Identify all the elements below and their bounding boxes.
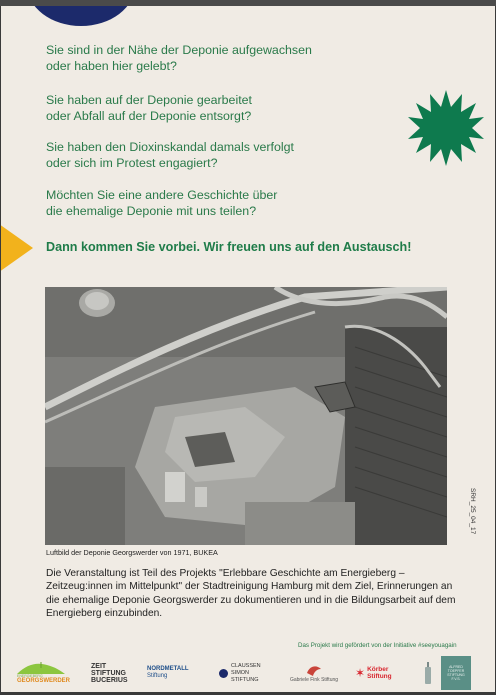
- bottle-logo: [421, 656, 435, 690]
- toepfer-line-2: TOEPFER: [447, 669, 465, 673]
- koerber-logo: [355, 656, 411, 690]
- poster: [1, 6, 495, 692]
- nordmetall-line-2: Stiftung: [147, 673, 168, 679]
- question-2: [46, 92, 252, 124]
- koerber-line-2: Stiftung: [367, 673, 392, 680]
- claussen-line-1: CLAUSSEN: [231, 662, 261, 669]
- energieberg-logo-text: GEORGSWERDER: [17, 678, 71, 684]
- zeit-stiftung-logo: [91, 656, 137, 690]
- toepfer-line-1: ALFRED: [449, 665, 463, 669]
- claussen-line-2: SIMON: [231, 669, 250, 676]
- aerial-photo: [45, 287, 447, 545]
- question-1: [46, 42, 312, 74]
- call-to-action: Dann kommen Sie vorbei. Wir freuen uns auf den Austausch!: [46, 240, 412, 254]
- energieberg-hill-icon: [17, 662, 65, 674]
- claussen-dot-icon: [219, 669, 228, 678]
- question-4-line-1: Möchten Sie eine andere Geschichte über: [46, 188, 278, 202]
- zeit-line-1: ZEIT: [91, 662, 107, 670]
- toepfer-line-4: F.V.S.: [451, 677, 461, 681]
- green-star-burst-icon: [408, 90, 484, 166]
- claussen-line-3: STIFTUNG: [231, 676, 259, 683]
- question-3: [46, 139, 294, 171]
- yellow-arrow-icon: [1, 224, 35, 272]
- question-4-line-2: die ehemalige Deponie mit uns teilen?: [46, 204, 257, 218]
- zeit-line-2: STIFTUNG: [91, 669, 126, 677]
- body-text: Die Veranstaltung ist Teil des Projekts "Erlebbare Geschichte am Energieberg – Zeitzeug:innen im Mittelpunkt" der Stadtreinigung Hamburg mit dem Ziel, Erinnerungen an die ehemalige Deponie Georgswerder zu dokumentieren und in die Bildungsarbeit auf dem Energieberg einzubinden.: [46, 568, 456, 620]
- bottle-icon: [424, 662, 432, 684]
- navy-circle-decoration: [27, 6, 135, 26]
- energieberg-small-text: ENERGIEBERG: [17, 674, 43, 678]
- claussen-simon-logo: [219, 656, 277, 690]
- nordmetall-logo: [147, 656, 203, 690]
- question-4: [46, 187, 277, 219]
- question-1-line-1: Sie sind in der Nähe der Deponie aufgewachsen: [46, 43, 312, 57]
- gabriele-fink-logo: [283, 656, 345, 690]
- zeit-line-3: BUCERIUS: [91, 676, 128, 684]
- photo-code: SRH_25_04_17: [469, 488, 476, 535]
- energieberg-logo: [17, 656, 75, 690]
- question-3-line-1: Sie haben den Dioxinskandal damals verfolgt: [46, 140, 294, 154]
- fink-text: Gabriele Fink Stiftung: [289, 677, 339, 683]
- fink-bird-icon: [305, 663, 323, 677]
- sponsor-note: Das Projekt wird gefördert von der Initiative #seeyouagain: [298, 642, 457, 649]
- question-2-line-1: Sie haben auf der Deponie gearbeitet: [46, 93, 252, 107]
- nordmetall-line-1: NORDMETALL: [147, 666, 189, 672]
- toepfer-stiftung-logo: [441, 656, 471, 690]
- photo-caption: Luftbild der Deponie Georgswerder von 1971, BUKEA: [46, 548, 218, 557]
- question-1-line-2: oder haben hier gelebt?: [46, 59, 177, 73]
- toepfer-line-3: STIFTUNG: [447, 673, 465, 677]
- koerber-line-1: Körber: [367, 666, 389, 673]
- question-3-line-2: oder sich im Protest engagiert?: [46, 156, 218, 170]
- koerber-star-icon: ✶: [355, 666, 366, 680]
- sponsor-logos: [15, 656, 487, 690]
- question-2-line-2: oder Abfall auf der Deponie entsorgt?: [46, 109, 252, 123]
